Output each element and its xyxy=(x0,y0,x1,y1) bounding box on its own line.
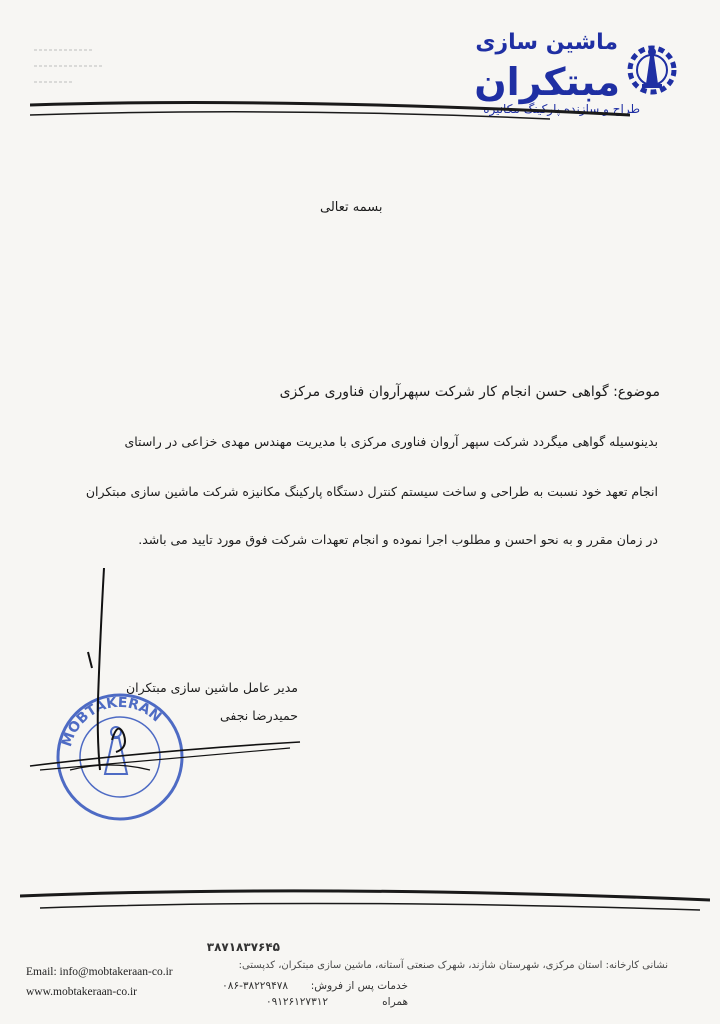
letter-subject: موضوع: گواهی حسن انجام کار شرکت سپهرآروان فناوری مرکزی xyxy=(279,384,660,400)
stamp-text: MOBTAKERAN xyxy=(59,694,165,749)
logo-brand: مبتکران xyxy=(474,60,620,104)
body-line-3: در زمان مقرر و به نحو احسن و مطلوب اجرا نموده و انجام تعهدات شرکت فوق مورد تایید می باشد. xyxy=(138,532,658,547)
signer-name: حمیدرضا نجفی xyxy=(219,708,298,723)
mobile-label: همراه xyxy=(382,996,408,1008)
postal-code: ۳۸۷۱۸۳۷۶۴۵ xyxy=(206,940,280,954)
footer-divider xyxy=(20,880,710,920)
mobile-phone: ۰۹۱۲۶۱۲۷۳۱۲ xyxy=(265,996,328,1008)
body-line-2: انجام تعهد خود نسبت به طراحی و ساخت سیستم کنترل دستگاه پارکینگ مکانیزه شرکت ماشین سازی مبتکران xyxy=(85,484,658,499)
after-sales-label: خدمات پس از فروش: xyxy=(310,980,408,992)
signer-title: مدیر عامل ماشین سازی مبتکران xyxy=(125,680,298,695)
body-line-1: بدینوسیله گواهی میگردد شرکت سپهر آروان فناوری مرکزی با مدیریت مهندس مهدی خزاعی در راستای xyxy=(124,434,658,449)
footer-website[interactable]: www.mobtakeraan-co.ir xyxy=(26,986,138,998)
basmala: بسمه تعالی xyxy=(320,200,383,215)
footer-email[interactable]: Email: info@mobtakeraan-co.ir xyxy=(26,966,173,978)
after-sales-phone: ۰۸۶-۳۸۲۲۹۴۷۸ xyxy=(222,980,288,992)
logo-tagline: طراح و سازنده پارکینگ مکانیزه xyxy=(483,102,640,116)
factory-address: نشانی کارخانه: استان مرکزی، شهرستان شازند، شهرک صنعتی آستانه، ماشین سازی مبتکران، کدپستی: xyxy=(238,960,668,971)
logo-name: ماشین سازی xyxy=(475,30,618,55)
